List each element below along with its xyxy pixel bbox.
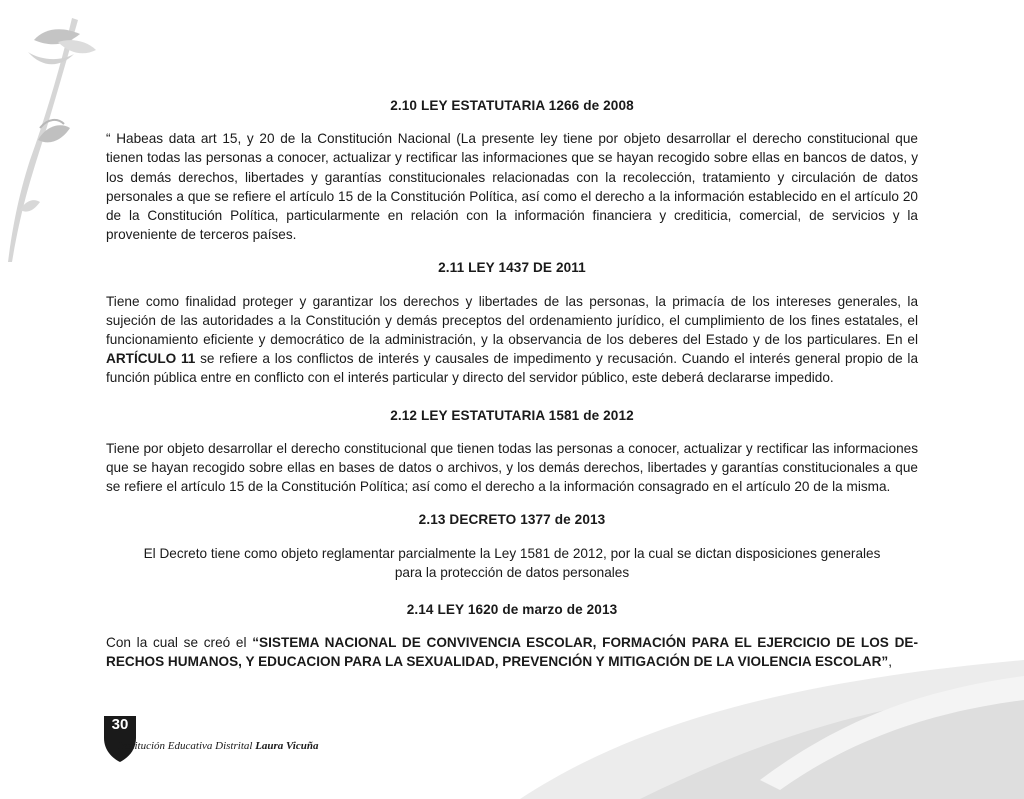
body-line: El Decreto tiene como objeto reglamentar parcialmente la Ley 1581 de 2012, por la cual se dictan disposiciones generales [143, 545, 881, 561]
section-heading-2-11: 2.11 LEY 1437 DE 2011 [438, 260, 586, 276]
body-text: , [888, 654, 892, 670]
bold-system-name: “SISTEMA NACIONAL DE CONVIVENCIA ESCOLAR, FORMACIÓN PARA EL EJERCICIO DE LOS DERECHOS HUMANOS, Y EDUCACION PARA LA SEXUALIDAD, PREVENCIÓN Y MITIGACIÓN DE LA VIOLENCIA ESCOLAR” [106, 635, 918, 670]
institution-prefix: Institución Educativa Distrital [118, 740, 256, 752]
institution-name [118, 740, 318, 752]
section-heading-2-13: 2.13 DECRETO 1377 de 2013 [418, 512, 606, 528]
page-number: 30 [111, 716, 129, 733]
bold-article-ref: ARTÍCULO 11 [106, 351, 196, 367]
section-body-2-10: “ Habeas data art 15, y 20 de la Constitución Nacional (La presente ley tiene por objeto desarrollar el derecho constitucional que tienen todas las personas a conocer, actualizar y rectificar las informaciones que se hayan recogido sobre ellas en bancos de datos, y los demás derechos, libertades y garantías constitucionales relacionadas con la recolección, tratamiento y circulación de datos personales a que se refiere el artículo 15 de la Constitución Política, así como el derecho a la información establecido en el artículo 20 de la Constitución Política, particularmente en relación con la información financiera y crediticia, comercial, de servicios y la proveniente de terceros países. [106, 131, 918, 243]
section-heading-2-10: 2.10 LEY ESTATUTARIA 1266 de 2008 [390, 98, 634, 113]
institution-proper-name: Laura Vicuña [255, 740, 319, 752]
body-line: para la protección de datos personales [394, 564, 630, 580]
section-heading-2-14: 2.14 LEY 1620 de marzo de 2013 [406, 602, 618, 618]
section-body-2-14 [106, 633, 918, 671]
body-text: Tiene como finalidad proteger y garantizar los derechos y libertades de las personas, la primacía de los intereses generales, la sujeción de las autoridades a la Constitución y demás preceptos del ordenamiento jurídico, el cumplimiento de los fines estatales, el funcionamiento eficiente y democrático de la administración, y la observancia de los deberes del Estado y de los particulares. En el [106, 293, 918, 348]
section-body-2-13 [106, 544, 918, 582]
section-body-2-12: Tiene por objeto desarrollar el derecho constitucional que tienen todas las personas a conocer, actualizar y rectificar las informaciones que se hayan recogido sobre ellas en bases de datos o archivos, y los demás derechos, libertades y garantías constitucionales a que se refiere el artículo 15 de la Constitución Política; así como el derecho a la información consagrado en el artículo 20 de la misma. [106, 440, 918, 495]
document-body [106, 96, 918, 690]
body-text: se refiere a los conflictos de interés y causales de impedimento y recusación. Cuando el interés general propio de la función pública entre en conflicto con el interés particular y directo del servidor público, este deberá declararse impedido. [106, 351, 919, 386]
section-heading-2-12: 2.12 LEY ESTATUTARIA 1581 de 2012 [390, 407, 634, 423]
section-body-2-11 [106, 292, 918, 388]
body-text: Con la cual se creó el [106, 635, 253, 651]
